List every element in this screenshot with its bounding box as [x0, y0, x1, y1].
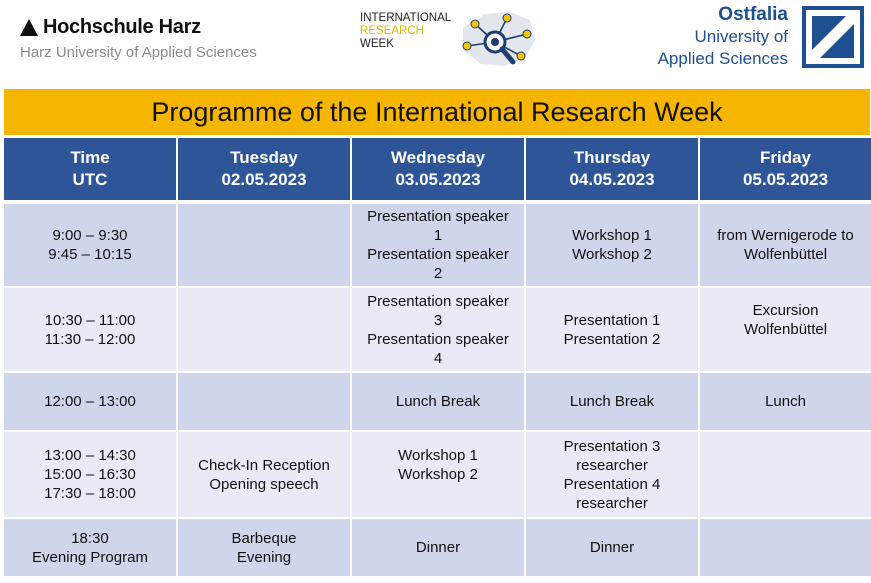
cell-tuesday [177, 518, 351, 577]
cell-line: Workshop 1 [398, 447, 478, 464]
cell-line: 10:30 – 11:00 [44, 311, 136, 329]
header-time [3, 137, 177, 202]
cell-time [3, 431, 177, 518]
cell-wednesday [351, 287, 525, 372]
cell-line: 3 [433, 311, 443, 329]
cell-line: Lunch Break [395, 393, 481, 410]
header-line: Friday [759, 148, 812, 167]
cell-line: Opening speech [209, 475, 319, 493]
cell-line: 17:30 – 18:00 [44, 485, 136, 502]
cell-line: Presentation 4 [563, 475, 661, 493]
cell-friday [699, 202, 871, 287]
header-line: 03.05.2023 [395, 170, 481, 189]
table-row [3, 372, 871, 431]
cell-line: Dinner [415, 539, 461, 556]
irw-wordmark [360, 12, 451, 51]
header-line: 05.05.2023 [742, 170, 829, 189]
irw-line1: INTERNATIONAL [360, 12, 452, 24]
cell-friday [699, 372, 871, 431]
cell-friday [699, 518, 871, 577]
cell-thursday [525, 431, 699, 518]
table-header-row [3, 137, 871, 202]
cell-line: Presentation speaker [367, 330, 509, 348]
hochschule-harz-subtitle: Harz University of Applied Sciences [20, 44, 257, 61]
cell-wednesday [351, 202, 525, 287]
page-title: Programme of the International Research Week [4, 89, 870, 137]
cell-wednesday [351, 372, 525, 431]
table-row [3, 431, 871, 518]
hochschule-harz-logo [20, 16, 257, 61]
cell-line: Lunch Break [569, 393, 655, 410]
hochschule-harz-name: Hochschule Harz [43, 16, 201, 38]
cell-line: Wolfenbüttel [743, 321, 828, 338]
table-body [3, 202, 871, 577]
cell-friday [699, 431, 871, 518]
cell-thursday [525, 287, 699, 372]
cell-line: Presentation speaker [367, 208, 509, 225]
cell-line: Evening Program [32, 548, 148, 566]
cell-line: Check-In Reception [198, 456, 330, 474]
header-line: 02.05.2023 [221, 170, 307, 189]
ostfalia-line2: University of [694, 27, 788, 46]
cell-line: Barbeque [231, 529, 297, 547]
header-line: UTC [72, 170, 108, 189]
cell-line: 4 [433, 349, 443, 367]
cell-line: researcher [576, 456, 648, 474]
network-magnifier-icon [455, 6, 540, 78]
header-line: Time [70, 148, 110, 167]
cell-line: Evening [236, 548, 292, 566]
ostfalia-logo [640, 2, 868, 72]
cell-thursday [525, 372, 699, 431]
ostfalia-name: Ostfalia [718, 4, 788, 25]
cell-line: researcher [576, 494, 648, 512]
cell-line: 11:30 – 12:00 [44, 330, 136, 348]
table-row [3, 287, 871, 372]
table-row [3, 202, 871, 287]
cell-time [3, 287, 177, 372]
cell-line: 1 [433, 227, 443, 244]
triangle-logo-icon [20, 19, 38, 36]
ostfalia-emblem-icon [802, 6, 864, 68]
cell-line: Presentation 3 [563, 437, 661, 455]
cell-line: 2 [433, 265, 443, 282]
cell-wednesday [351, 431, 525, 518]
cell-line: Workshop 2 [398, 466, 478, 483]
cell-tuesday [177, 372, 351, 431]
irw-logo [360, 6, 545, 78]
cell-tuesday [177, 431, 351, 518]
cell-line: Wolfenbüttel [743, 246, 828, 263]
cell-line: Presentation 2 [563, 330, 661, 348]
cell-line: Workshop 1 [572, 227, 652, 244]
cell-line: Dinner [589, 539, 635, 556]
table-row [3, 518, 871, 577]
ostfalia-line3: Applied Sciences [657, 49, 788, 68]
cell-wednesday [351, 518, 525, 577]
cell-line: 15:00 – 16:30 [44, 466, 136, 483]
cell-line: Workshop 2 [572, 246, 652, 263]
cell-thursday [525, 202, 699, 287]
cell-line: Lunch [765, 393, 806, 410]
header-line: Tuesday [230, 148, 298, 167]
cell-line: 12:00 – 13:00 [44, 393, 136, 410]
header-friday [699, 137, 871, 202]
cell-friday [699, 287, 871, 372]
cell-time [3, 518, 177, 577]
header-line: Wednesday [390, 148, 486, 167]
cell-line [354, 484, 522, 503]
cell-line: 9:00 – 9:30 [52, 227, 128, 244]
irw-line2: RESEARCH [360, 25, 424, 37]
cell-tuesday [177, 287, 351, 372]
header-thursday [525, 137, 699, 202]
header-line: Thursday [573, 148, 651, 167]
cell-thursday [525, 518, 699, 577]
cell-line [702, 339, 869, 358]
cell-line: Excursion [752, 302, 819, 319]
header-line: 04.05.2023 [569, 170, 655, 189]
header-tuesday [177, 137, 351, 202]
cell-tuesday [177, 202, 351, 287]
cell-time [3, 202, 177, 287]
programme-table [2, 136, 871, 578]
header-wednesday [351, 137, 525, 202]
cell-line: Presentation 1 [563, 311, 661, 329]
cell-line: 13:00 – 14:30 [44, 447, 136, 464]
irw-line3: WEEK [360, 38, 394, 50]
cell-line: from Wernigerode to [717, 227, 854, 244]
cell-line: 9:45 – 10:15 [48, 246, 132, 263]
cell-line: Presentation speaker [367, 292, 509, 310]
cell-line: Presentation speaker [367, 246, 509, 263]
cell-time [3, 372, 177, 431]
cell-line: 18:30 [71, 529, 109, 547]
